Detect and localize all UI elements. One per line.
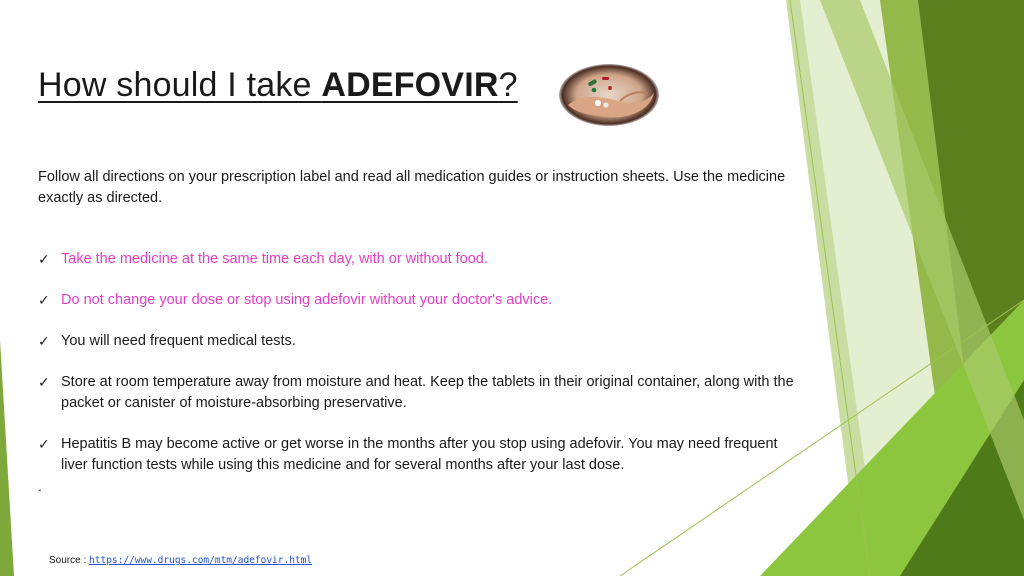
checkmark-icon: ✓	[38, 333, 50, 349]
pills-in-hand-image	[558, 63, 660, 127]
list-item-text: Take the medicine at the same time each day, with or without food.	[61, 251, 488, 267]
title-prefix: How should I take	[38, 66, 322, 104]
slide-title	[38, 66, 518, 105]
checkmark-icon: ✓	[38, 374, 50, 390]
intro-paragraph: Follow all directions on your prescription label and read all medication guides or instruction sheets. Use the medicine exactly as directed.	[38, 169, 786, 206]
list-item-text: You will need frequent medical tests.	[61, 333, 296, 349]
source-label: Source :	[49, 555, 90, 566]
title-drug-name: ADEFOVIR	[321, 66, 499, 104]
title-row	[38, 66, 518, 105]
list-item	[38, 290, 808, 311]
list-item	[38, 434, 808, 476]
trailing-period: .	[38, 478, 42, 494]
source-link[interactable]: https://www.drugs.com/mtm/adefovir.html	[89, 555, 313, 566]
list-item	[38, 372, 808, 414]
checkmark-icon: ✓	[38, 251, 50, 267]
checkmark-icon: ✓	[38, 292, 50, 308]
list-item-text: Store at room temperature away from moisture and heat. Keep the tablets in their original container, along with the packet or canister of moisture-absorbing preservative.	[61, 374, 794, 411]
list-item	[38, 249, 808, 270]
source-citation	[49, 555, 312, 566]
instruction-list	[38, 249, 808, 476]
list-item	[38, 331, 808, 352]
list-item-text: Hepatitis B may become active or get worse in the months after you stop using adefovir. You may need frequent liver function tests while using this medicine and for several months after your last dose.	[61, 436, 778, 473]
title-suffix: ?	[498, 66, 518, 104]
checkmark-icon: ✓	[38, 436, 50, 452]
list-item-text: Do not change your dose or stop using adefovir without your doctor's advice.	[61, 292, 553, 308]
